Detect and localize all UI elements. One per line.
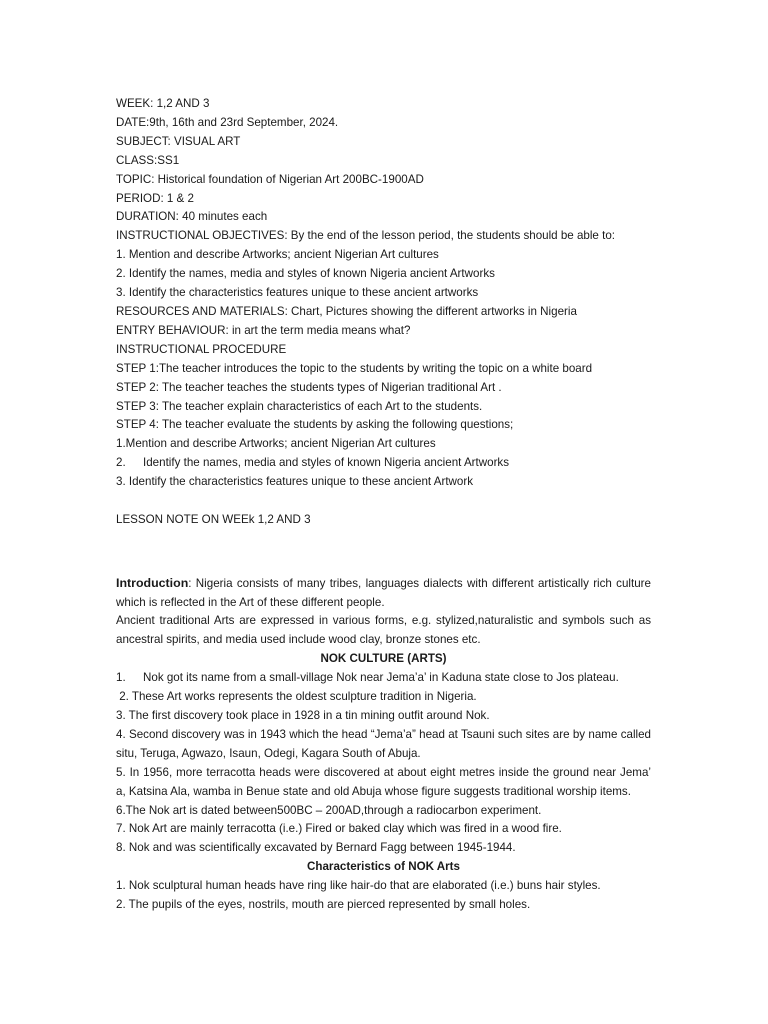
question-number: 2.: [116, 456, 126, 470]
nok-heading: NOK CULTURE (ARTS): [320, 652, 447, 666]
document-page: [116, 95, 651, 915]
nok-item: [116, 669, 651, 688]
nok-item: 2. These Art works represents the oldest sculpture tradition in Nigeria.: [116, 690, 477, 704]
duration-line: DURATION: 40 minutes each: [116, 210, 268, 224]
intro-paragraph-2: Ancient traditional Arts are expressed in various forms, e.g. stylized,naturalistic and symbols such as ancestral spirits, and media used include wood clay, bronze stones etc.: [116, 614, 651, 647]
step-item: STEP 1:The teacher introduces the topic to the students by writing the topic on a white board: [116, 361, 593, 375]
week-line: WEEK: 1,2 AND 3: [116, 97, 210, 110]
characteristic-item: 1. Nok sculptural human heads have ring like hair-do that are elaborated (i.e.) buns hair styles.: [116, 879, 601, 893]
date-line: DATE:9th, 16th and 23rd September, 2024.: [116, 115, 339, 129]
entry-behaviour-line: ENTRY BEHAVIOUR: in art the term media means what?: [116, 323, 411, 337]
objective-item: 1. Mention and describe Artworks; ancient Nigerian Art cultures: [116, 248, 439, 262]
nok-item: 7. Nok Art are mainly terracotta (i.e.) Fired or baked clay which was fired in a wood fire.: [116, 822, 562, 836]
intro-text: : Nigeria consists of many tribes, languages dialects with different artistically rich culture which is reflected in the Art of these different people.: [116, 576, 651, 609]
procedure-heading: INSTRUCTIONAL PROCEDURE: [116, 342, 287, 356]
step-item: STEP 2: The teacher teaches the students types of Nigerian traditional Art .: [116, 380, 502, 394]
period-line: PERIOD: 1 & 2: [116, 191, 194, 205]
objective-item: 3. Identify the characteristics features unique to these ancient artworks: [116, 286, 479, 300]
lesson-note-title: LESSON NOTE ON WEEk 1,2 AND 3: [116, 512, 311, 526]
characteristics-heading: Characteristics of NOK Arts: [307, 860, 460, 874]
objectives-heading: INSTRUCTIONAL OBJECTIVES: By the end of the lesson period, the students should be able to:: [116, 229, 615, 243]
question-item: 3. Identify the characteristics features unique to these ancient Artwork: [116, 475, 474, 489]
class-line: CLASS:SS1: [116, 153, 180, 167]
intro-paragraph: [116, 574, 651, 613]
nok-item: 3. The first discovery took place in 1928 in a tin mining outfit around Nok.: [116, 708, 490, 722]
step-item: STEP 3: The teacher explain characteristics of each Art to the students.: [116, 399, 483, 413]
characteristic-item: 2. The pupils of the eyes, nostrils, mouth are pierced represented by small holes.: [116, 898, 531, 912]
nok-item: 5. In 1956, more terracotta heads were discovered at about eight metres inside the ground near Jema’ a, Katsina Ala, wamba in Benue state and old Abuja whose figure suggests traditional worship items.: [116, 765, 651, 798]
step-item: STEP 4: The teacher evaluate the students by asking the following questions;: [116, 418, 514, 432]
nok-item-text: Nok got its name from a small-village Nok near Jema’a’ in Kaduna state close to Jos plateau.: [143, 671, 619, 685]
nok-item: 4. Second discovery was in 1943 which the head “Jema’a” head at Tsauni such sites are by name called situ, Teruga, Agwazo, Isaun, Odegi, Kagara South of Abuja.: [116, 727, 651, 760]
resources-line: RESOURCES AND MATERIALS: Chart, Pictures showing the different artworks in Nigeria: [116, 304, 577, 318]
objective-item: 2. Identify the names, media and styles of known Nigeria ancient Artworks: [116, 267, 495, 281]
nok-item: 6.The Nok art is dated between500BC – 200AD,through a radiocarbon experiment.: [116, 803, 542, 817]
question-item: 1.Mention and describe Artworks; ancient Nigerian Art cultures: [116, 437, 436, 451]
topic-line: TOPIC: Historical foundation of Nigerian Art 200BC-1900AD: [116, 172, 424, 186]
question-item: [116, 454, 651, 473]
nok-item-number: 1.: [116, 671, 126, 685]
subject-line: SUBJECT: VISUAL ART: [116, 134, 241, 148]
intro-label: Introduction: [116, 575, 189, 590]
question-text: Identify the names, media and styles of known Nigeria ancient Artworks: [143, 456, 510, 470]
nok-item: 8. Nok and was scientifically excavated by Bernard Fagg between 1945-1944.: [116, 841, 516, 855]
